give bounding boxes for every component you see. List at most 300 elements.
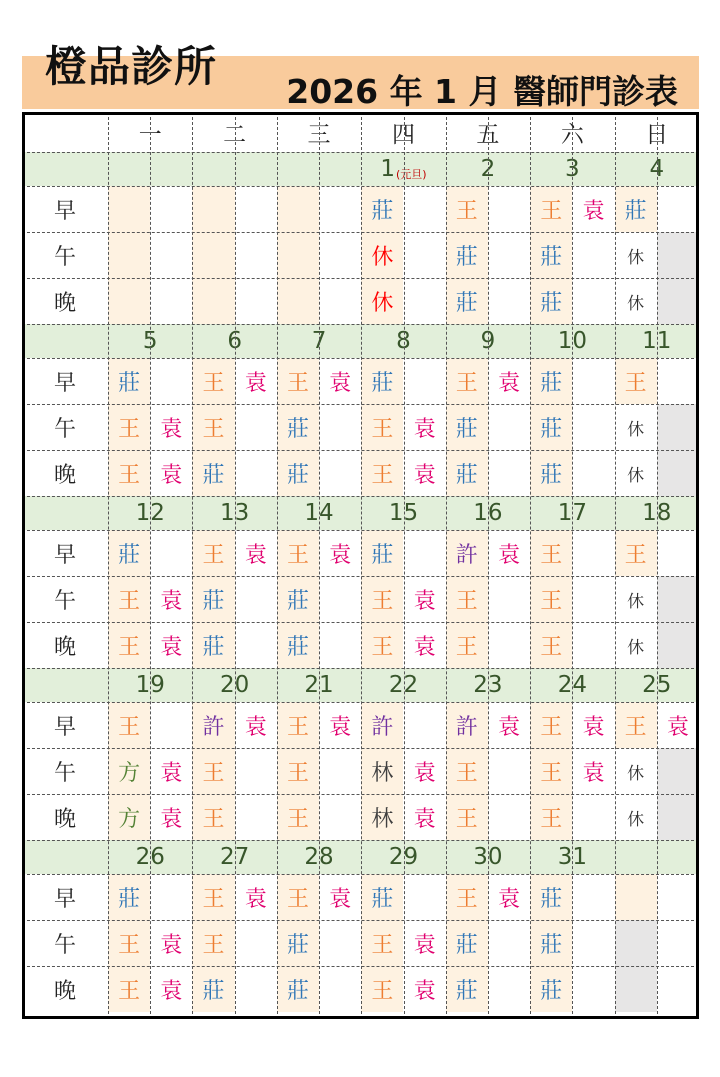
doctor-slot: 袁 <box>244 370 267 396</box>
grid-line <box>22 530 699 531</box>
doctor-slot <box>657 530 699 576</box>
doctor-slot <box>488 920 530 966</box>
doctor-slot <box>319 794 361 840</box>
doctor-slot <box>488 404 530 450</box>
grid-line <box>22 702 699 703</box>
doctor-slot: 莊 <box>446 232 488 278</box>
doctor-slot: 王 <box>446 186 488 232</box>
doctor-slot: 王 <box>530 748 572 794</box>
doctor-slot <box>488 278 530 324</box>
doctor-slot: 袁 <box>413 588 436 614</box>
doctor-slot <box>277 278 319 324</box>
date-number: 8 <box>396 328 411 354</box>
doctor-slot: 莊 <box>446 920 488 966</box>
doctor-slot: 袁 <box>413 806 436 832</box>
doctor-slot: 袁 <box>498 714 521 740</box>
doctor-slot: 袁 <box>582 198 605 224</box>
period-label: 晚 <box>53 290 76 316</box>
weekday-header: 日 <box>645 121 669 148</box>
doctor-slot: 許 <box>446 530 488 576</box>
doctor-slot: 莊 <box>530 232 572 278</box>
doctor-slot <box>319 186 361 232</box>
doctor-slot: 莊 <box>530 874 572 920</box>
schedule-table <box>22 112 699 1019</box>
doctor-slot: 王 <box>530 702 572 748</box>
doctor-slot <box>615 920 657 966</box>
period-label: 晚 <box>53 462 76 488</box>
grid-line <box>235 112 236 1019</box>
doctor-slot: 袁 <box>582 760 605 786</box>
doctor-slot <box>404 702 446 748</box>
doctor-slot <box>657 794 699 840</box>
doctor-slot: 方 <box>108 794 150 840</box>
doctor-slot: 王 <box>615 530 657 576</box>
doctor-slot: 袁 <box>160 416 183 442</box>
doctor-slot: 莊 <box>192 576 234 622</box>
doctor-slot: 王 <box>108 576 150 622</box>
doctor-slot: 王 <box>361 966 403 1012</box>
doctor-slot: 王 <box>277 794 319 840</box>
doctor-slot: 袁 <box>160 588 183 614</box>
doctor-slot <box>488 186 530 232</box>
grid-line <box>22 622 699 623</box>
doctor-slot <box>657 186 699 232</box>
date-number: 2 <box>480 156 496 182</box>
doctor-slot: 王 <box>530 622 572 668</box>
doctor-slot: 莊 <box>615 186 657 232</box>
weekday-header: 五 <box>476 121 500 148</box>
doctor-slot: 袁 <box>582 714 605 740</box>
doctor-slot <box>657 622 699 668</box>
doctor-slot <box>657 576 699 622</box>
doctor-slot: 莊 <box>192 966 234 1012</box>
doctor-slot: 許 <box>192 702 234 748</box>
date-number: 7 <box>311 328 327 354</box>
date-number: 25 <box>642 672 672 698</box>
date-number: 10 <box>557 328 587 354</box>
grid-line <box>319 112 320 1019</box>
doctor-slot <box>404 530 446 576</box>
closed-mark: 休 <box>627 763 645 784</box>
doctor-slot: 王 <box>277 358 319 404</box>
doctor-slot: 袁 <box>160 978 183 1004</box>
holiday-note: (元旦) <box>396 168 427 181</box>
doctor-slot <box>277 232 319 278</box>
doctor-slot: 莊 <box>530 966 572 1012</box>
doctor-slot <box>235 966 277 1012</box>
doctor-slot: 王 <box>446 794 488 840</box>
doctor-slot: 王 <box>108 702 150 748</box>
weekday-header: 三 <box>307 121 331 148</box>
doctor-slot: 莊 <box>277 966 319 1012</box>
doctor-slot <box>657 966 699 1012</box>
doctor-slot <box>615 874 657 920</box>
doctor-slot: 許 <box>446 702 488 748</box>
doctor-slot: 王 <box>277 874 319 920</box>
doctor-slot: 袁 <box>413 978 436 1004</box>
doctor-slot <box>657 874 699 920</box>
date-number: 18 <box>642 500 672 526</box>
doctor-slot <box>235 748 277 794</box>
doctor-slot <box>488 748 530 794</box>
weekday-header: 二 <box>223 121 247 148</box>
doctor-slot: 莊 <box>277 450 319 496</box>
grid-line <box>530 112 531 1019</box>
doctor-slot: 王 <box>108 450 150 496</box>
date-number: 23 <box>473 672 503 698</box>
grid-line <box>22 794 699 795</box>
doctor-slot <box>488 966 530 1012</box>
doctor-slot <box>319 450 361 496</box>
doctor-slot: 莊 <box>108 358 150 404</box>
grid-line <box>22 278 699 279</box>
date-number: 4 <box>649 156 665 182</box>
date-number: 13 <box>219 500 250 526</box>
doctor-slot: 莊 <box>530 358 572 404</box>
closed-mark: 休 <box>627 465 645 486</box>
doctor-slot: 王 <box>446 576 488 622</box>
doctor-slot <box>150 530 192 576</box>
doctor-slot: 王 <box>277 748 319 794</box>
doctor-slot: 休 <box>361 232 403 278</box>
doctor-slot: 莊 <box>277 622 319 668</box>
date-number: 28 <box>304 844 334 870</box>
date-number: 1 <box>380 156 396 182</box>
doctor-slot <box>235 186 277 232</box>
doctor-slot <box>572 576 614 622</box>
doctor-slot: 王 <box>530 530 572 576</box>
doctor-slot: 袁 <box>160 634 183 660</box>
doctor-slot <box>657 450 699 496</box>
doctor-slot <box>192 278 234 324</box>
doctor-slot <box>235 576 277 622</box>
date-number: 31 <box>557 844 587 870</box>
grid-line <box>22 324 699 325</box>
doctor-slot <box>235 794 277 840</box>
doctor-slot <box>150 874 192 920</box>
doctor-slot: 王 <box>108 622 150 668</box>
doctor-slot <box>572 794 614 840</box>
doctor-slot <box>150 702 192 748</box>
doctor-slot: 袁 <box>329 714 352 740</box>
doctor-slot: 王 <box>108 404 150 450</box>
doctor-slot: 莊 <box>446 966 488 1012</box>
doctor-slot: 袁 <box>498 542 521 568</box>
doctor-slot <box>235 404 277 450</box>
doctor-slot: 林 <box>361 748 403 794</box>
doctor-slot <box>235 232 277 278</box>
schedule-title: 2026 年 1 月 醫師門診表 <box>286 72 678 111</box>
doctor-slot: 王 <box>361 404 403 450</box>
doctor-slot: 休 <box>361 278 403 324</box>
doctor-slot: 莊 <box>361 530 403 576</box>
date-number: 30 <box>473 844 503 870</box>
closed-mark: 休 <box>627 591 645 612</box>
grid-line <box>22 152 699 153</box>
date-number: 29 <box>388 844 419 870</box>
doctor-slot <box>319 622 361 668</box>
doctor-slot: 袁 <box>329 370 352 396</box>
date-number: 12 <box>135 500 165 526</box>
doctor-slot <box>319 404 361 450</box>
grid-line <box>657 112 658 1019</box>
doctor-slot: 袁 <box>413 760 436 786</box>
doctor-slot <box>319 920 361 966</box>
date-number: 11 <box>642 328 672 354</box>
doctor-slot <box>572 920 614 966</box>
doctor-slot: 袁 <box>160 932 183 958</box>
doctor-slot: 王 <box>192 874 234 920</box>
date-number: 21 <box>304 672 334 698</box>
date-number: 27 <box>219 844 250 870</box>
doctor-slot <box>150 232 192 278</box>
period-label: 早 <box>53 886 76 912</box>
doctor-slot <box>404 186 446 232</box>
doctor-slot <box>108 186 150 232</box>
doctor-slot: 莊 <box>361 186 403 232</box>
doctor-slot: 王 <box>277 702 319 748</box>
grid-line <box>488 112 489 1019</box>
period-label: 早 <box>53 370 76 396</box>
doctor-slot: 袁 <box>498 370 521 396</box>
doctor-slot: 莊 <box>446 404 488 450</box>
grid-line <box>22 358 699 359</box>
doctor-slot <box>404 278 446 324</box>
period-label: 早 <box>53 542 76 568</box>
doctor-slot <box>488 450 530 496</box>
grid-line <box>108 112 109 1019</box>
grid-line <box>361 112 362 1019</box>
doctor-slot <box>319 748 361 794</box>
doctor-slot: 袁 <box>329 542 352 568</box>
doctor-slot: 袁 <box>329 886 352 912</box>
date-number: 22 <box>388 672 419 698</box>
doctor-slot <box>150 186 192 232</box>
doctor-slot <box>319 232 361 278</box>
doctor-slot: 袁 <box>666 714 689 740</box>
doctor-slot <box>572 622 614 668</box>
doctor-slot <box>108 232 150 278</box>
grid-line <box>572 112 573 1019</box>
doctor-slot: 袁 <box>160 760 183 786</box>
doctor-slot: 莊 <box>108 874 150 920</box>
doctor-slot <box>488 232 530 278</box>
doctor-slot <box>404 358 446 404</box>
doctor-slot: 王 <box>530 186 572 232</box>
doctor-slot: 袁 <box>160 806 183 832</box>
grid-line <box>22 840 699 841</box>
period-label: 午 <box>53 244 76 270</box>
closed-mark: 休 <box>627 419 645 440</box>
grid-line <box>22 186 699 187</box>
weekday-header: 一 <box>138 121 162 148</box>
period-label: 早 <box>53 714 76 740</box>
date-number: 15 <box>388 500 419 526</box>
doctor-slot: 莊 <box>446 278 488 324</box>
weekday-header: 四 <box>391 121 415 148</box>
doctor-slot: 王 <box>192 404 234 450</box>
closed-mark: 休 <box>627 637 645 658</box>
doctor-slot: 王 <box>446 358 488 404</box>
weekday-header: 六 <box>560 121 584 148</box>
doctor-slot: 莊 <box>446 450 488 496</box>
doctor-slot <box>404 874 446 920</box>
date-number: 6 <box>227 328 242 354</box>
date-number: 24 <box>557 672 587 698</box>
doctor-slot <box>488 576 530 622</box>
grid-line <box>22 920 699 921</box>
doctor-slot: 莊 <box>361 358 403 404</box>
doctor-slot <box>235 622 277 668</box>
date-number: 3 <box>565 156 580 182</box>
doctor-slot: 袁 <box>413 634 436 660</box>
doctor-slot: 袁 <box>244 886 267 912</box>
date-number: 20 <box>219 672 250 698</box>
period-label: 午 <box>53 416 76 442</box>
doctor-slot <box>657 232 699 278</box>
doctor-slot <box>572 874 614 920</box>
doctor-slot: 莊 <box>530 404 572 450</box>
period-label: 晚 <box>53 634 76 660</box>
doctor-slot: 林 <box>361 794 403 840</box>
date-number: 16 <box>473 500 503 526</box>
grid-line <box>277 112 278 1019</box>
doctor-slot <box>235 278 277 324</box>
doctor-slot: 王 <box>446 874 488 920</box>
doctor-slot: 王 <box>192 748 234 794</box>
doctor-slot <box>150 278 192 324</box>
date-number: 5 <box>142 328 158 354</box>
doctor-slot: 莊 <box>277 404 319 450</box>
doctor-slot <box>150 358 192 404</box>
doctor-slot <box>404 232 446 278</box>
grid-line <box>22 232 699 233</box>
doctor-slot <box>572 278 614 324</box>
period-label: 晚 <box>53 978 76 1004</box>
doctor-slot: 莊 <box>530 278 572 324</box>
doctor-slot <box>235 920 277 966</box>
doctor-slot <box>277 186 319 232</box>
grid-line <box>192 112 193 1019</box>
doctor-slot: 王 <box>361 450 403 496</box>
doctor-slot: 許 <box>361 702 403 748</box>
doctor-slot: 王 <box>192 530 234 576</box>
clinic-name: 橙品診所 <box>45 42 218 91</box>
doctor-slot <box>657 404 699 450</box>
grid-line <box>22 450 699 451</box>
closed-mark: 休 <box>627 247 645 268</box>
closed-mark: 休 <box>627 293 645 314</box>
doctor-slot: 袁 <box>244 714 267 740</box>
doctor-slot: 王 <box>446 748 488 794</box>
doctor-slot: 莊 <box>277 920 319 966</box>
period-label: 午 <box>53 588 76 614</box>
grid-line <box>446 112 447 1019</box>
doctor-slot <box>657 748 699 794</box>
doctor-slot <box>657 920 699 966</box>
doctor-slot: 王 <box>615 702 657 748</box>
doctor-slot: 王 <box>361 576 403 622</box>
doctor-slot: 莊 <box>192 450 234 496</box>
doctor-slot: 王 <box>192 358 234 404</box>
doctor-slot: 王 <box>108 920 150 966</box>
grid-line <box>22 496 699 497</box>
doctor-slot: 方 <box>108 748 150 794</box>
doctor-slot <box>572 404 614 450</box>
grid-line <box>22 404 699 405</box>
doctor-slot: 袁 <box>244 542 267 568</box>
period-label: 午 <box>53 760 76 786</box>
grid-line <box>22 576 699 577</box>
doctor-slot: 王 <box>277 530 319 576</box>
doctor-slot <box>319 966 361 1012</box>
doctor-slot <box>488 622 530 668</box>
doctor-slot: 王 <box>192 920 234 966</box>
doctor-slot: 袁 <box>498 886 521 912</box>
doctor-slot: 莊 <box>361 874 403 920</box>
doctor-slot <box>657 278 699 324</box>
doctor-slot <box>572 966 614 1012</box>
grid-line <box>404 112 405 1019</box>
doctor-slot: 王 <box>192 794 234 840</box>
doctor-slot <box>235 450 277 496</box>
grid-line <box>22 966 699 967</box>
doctor-slot <box>657 358 699 404</box>
doctor-slot: 王 <box>615 358 657 404</box>
doctor-slot <box>319 576 361 622</box>
doctor-slot <box>488 794 530 840</box>
doctor-slot: 莊 <box>277 576 319 622</box>
date-number: 26 <box>135 844 165 870</box>
date-number: 14 <box>304 500 334 526</box>
grid-line <box>22 668 699 669</box>
grid-line <box>150 112 151 1019</box>
doctor-slot: 袁 <box>160 462 183 488</box>
doctor-slot: 袁 <box>413 462 436 488</box>
doctor-slot: 袁 <box>413 416 436 442</box>
doctor-slot: 莊 <box>108 530 150 576</box>
doctor-slot: 莊 <box>192 622 234 668</box>
doctor-slot: 莊 <box>530 920 572 966</box>
doctor-slot <box>192 232 234 278</box>
doctor-slot <box>319 278 361 324</box>
doctor-slot: 王 <box>361 622 403 668</box>
doctor-slot: 莊 <box>530 450 572 496</box>
doctor-slot <box>572 358 614 404</box>
doctor-slot: 王 <box>446 622 488 668</box>
doctor-slot: 王 <box>530 794 572 840</box>
doctor-slot <box>572 450 614 496</box>
doctor-slot <box>572 530 614 576</box>
grid-line <box>615 112 616 1019</box>
period-label: 早 <box>53 198 76 224</box>
doctor-slot: 王 <box>530 576 572 622</box>
period-label: 晚 <box>53 806 76 832</box>
doctor-slot: 袁 <box>413 932 436 958</box>
doctor-slot <box>192 186 234 232</box>
doctor-slot <box>108 278 150 324</box>
grid-line <box>22 874 699 875</box>
date-number: 9 <box>480 328 496 354</box>
date-number: 19 <box>135 672 165 698</box>
doctor-slot <box>615 966 657 1012</box>
period-label: 午 <box>53 932 76 958</box>
closed-mark: 休 <box>627 809 645 830</box>
doctor-slot: 王 <box>361 920 403 966</box>
date-number: 17 <box>557 500 587 526</box>
grid-line <box>22 748 699 749</box>
doctor-slot: 王 <box>108 966 150 1012</box>
